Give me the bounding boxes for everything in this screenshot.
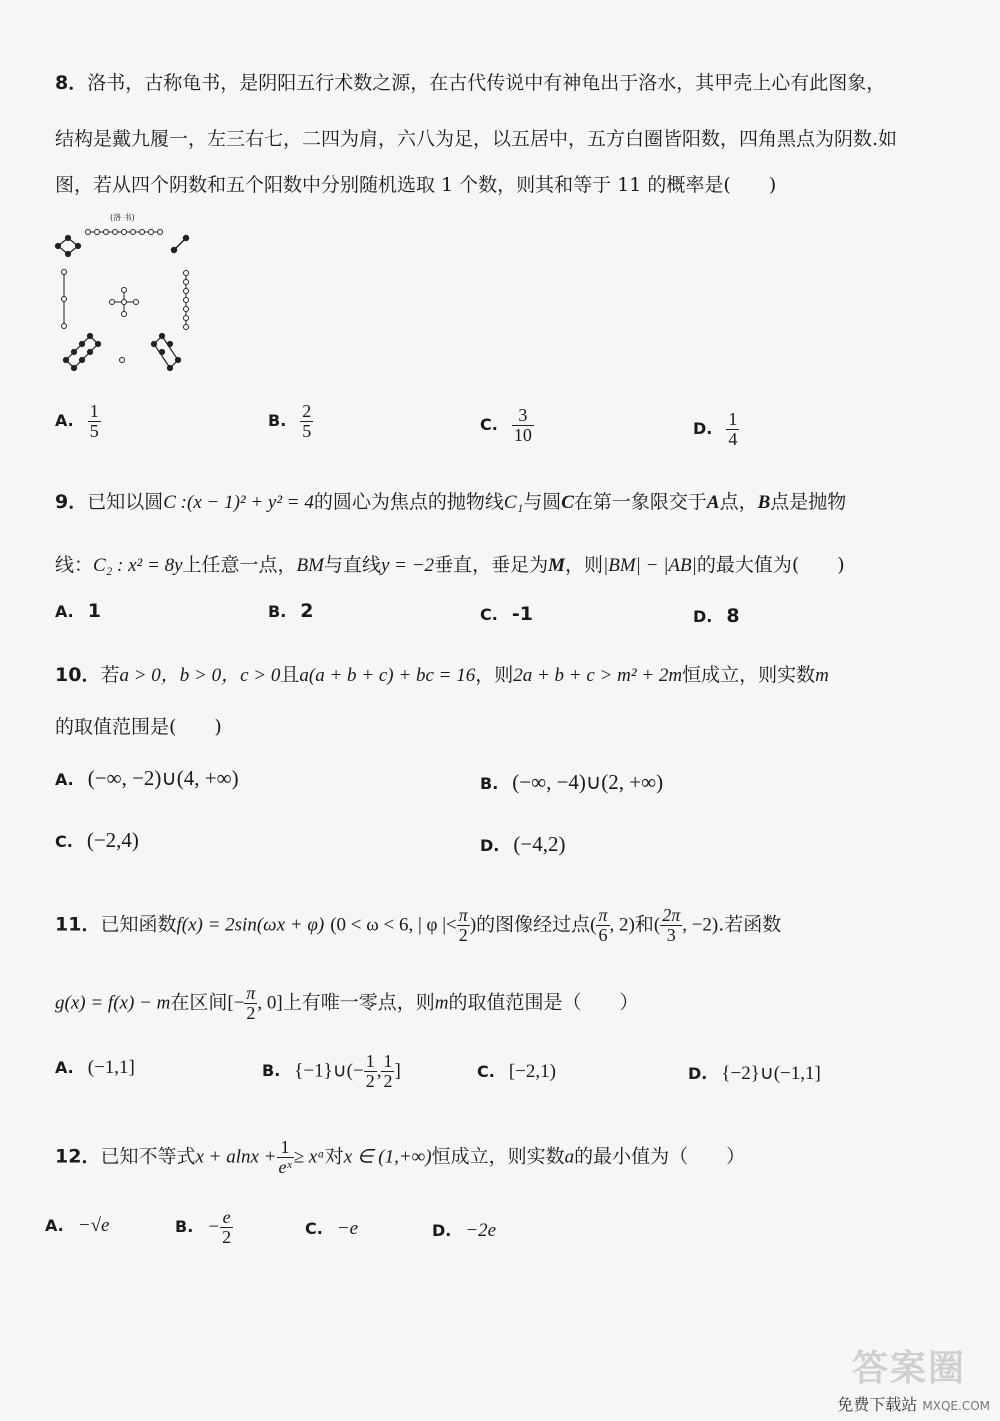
q8-text1: 洛书，古称龟书，是阴阳五行术数之源，在古代传说中有神龟出于洛水，其甲壳上心有此图象， [87, 72, 886, 94]
q8-line3: 图，若从四个阴数和五个阳数中分别随机选取 1 个数，则其和等于 11 的概率是( ) [55, 174, 777, 196]
q8-line1 [55, 68, 885, 95]
q8-option-d[interactable]: D. $\frac{1}{4}$ [693, 409, 738, 449]
luoshu-top-nine [86, 230, 163, 235]
q9-option-c[interactable]: C. -1 [480, 603, 533, 625]
watermark-logo: 答案圈 [851, 1348, 966, 1389]
q11-line1: 11．已知函数f(x) = 2sin(ωx + φ) (0 < ω < 6, | φ |< $\frac{\pi}{2}$ )的图像经过点( $\frac{\pi}{6}$ , 2)和( $\frac{2\pi}{3}$ , −2).若函数 [55, 905, 782, 945]
luoshu-bottomright-six [152, 334, 181, 371]
luoshu-right-seven [184, 271, 189, 331]
q11-option-d[interactable]: D. {−2}∪(−1,1] [688, 1063, 821, 1084]
q8-option-a[interactable]: A. $\frac{1}{5}$ [55, 401, 99, 441]
q8-number: 8． [55, 72, 88, 94]
q11-number: 11． [55, 913, 101, 936]
q12-option-c[interactable]: C. −e [305, 1218, 359, 1239]
q9-option-a[interactable]: A. 1 [55, 600, 101, 622]
q12-number: 12． [55, 1145, 101, 1168]
q9-number: 9． [55, 491, 88, 513]
q8-option-b[interactable]: B. $\frac{2}{5}$ [268, 401, 312, 441]
luoshu-figure [50, 210, 200, 375]
q11-option-a[interactable]: A. (−1,1] [55, 1057, 135, 1078]
luoshu-bottom-one [120, 358, 125, 363]
q11-option-c[interactable]: C. [−2,1) [477, 1061, 556, 1082]
q9-line2: 线：C₂ : x² = 8y上任意一点，BM与直线y = −2垂直，垂足为M，则|BM| − |AB|的最大值为( ) [55, 554, 845, 576]
q11-option-b[interactable]: B. {−1}∪(− $\frac{1}{2}$ , $\frac{1}{2}$ ] [262, 1051, 401, 1091]
q12-option-d[interactable]: D. −2e [432, 1220, 497, 1241]
q12-line1: 12．已知不等式x + alnx + $\frac{1}{\text{eˣ}}$ ≥ xᵃ对x ∈ (1,+∞)恒成立，则实数a的最小值为（ ） [55, 1137, 746, 1177]
q9-option-d[interactable]: D. 8 [693, 605, 740, 627]
luoshu-left-three [62, 270, 67, 329]
q10-option-c[interactable]: C. (−2,4) [55, 828, 139, 852]
luoshu-topleft-four [56, 236, 81, 257]
q8-option-c[interactable]: C. $\frac{3}{10}$ [480, 405, 532, 445]
q9-line1: 9．已知以圆C :(x − 1)² + y² = 4的圆心为焦点的抛物线C₁与圆C在第一象限交于A点，B点是抛物 [55, 491, 847, 513]
luoshu-center-five [110, 288, 139, 317]
q9-option-b[interactable]: B. 2 [268, 600, 314, 622]
q10-option-d[interactable]: D. (−4,2) [480, 832, 566, 856]
q10-option-b[interactable]: B. (−∞, −4)∪(2, +∞) [480, 770, 664, 794]
q10-line1: 10．若a > 0，b > 0，c > 0且a(a + b + c) + bc = 16，则2a + b + c > m² + 2m恒成立，则实数m [55, 664, 829, 686]
q12-option-a[interactable]: A. −√e [45, 1215, 110, 1236]
q10-option-a[interactable]: A. (−∞, −2)∪(4, +∞) [55, 766, 239, 790]
q8-line2: 结构是戴九履一，左三右七，二四为肩，六八为足，以五居中，五方白圈皆阳数，四角黑点为阴数.如 [55, 128, 898, 150]
watermark-text: 免费下载站 MXQE.COM [837, 1395, 990, 1414]
q11-line2: g(x) = f(x) − m在区间[− $\frac{\pi}{2}$ , 0]上有唯一零点，则m的取值范围是（ ） [55, 983, 639, 1023]
q10-line2: 的取值范围是( ) [55, 716, 222, 738]
luoshu-topright-two [172, 236, 189, 253]
q12-option-b[interactable]: B. − $\frac{e}{2}$ [175, 1207, 232, 1247]
luoshu-caption: (洛 书) [110, 213, 135, 222]
q10-number: 10． [55, 664, 101, 686]
luoshu-bottomleft-eight [64, 334, 101, 371]
